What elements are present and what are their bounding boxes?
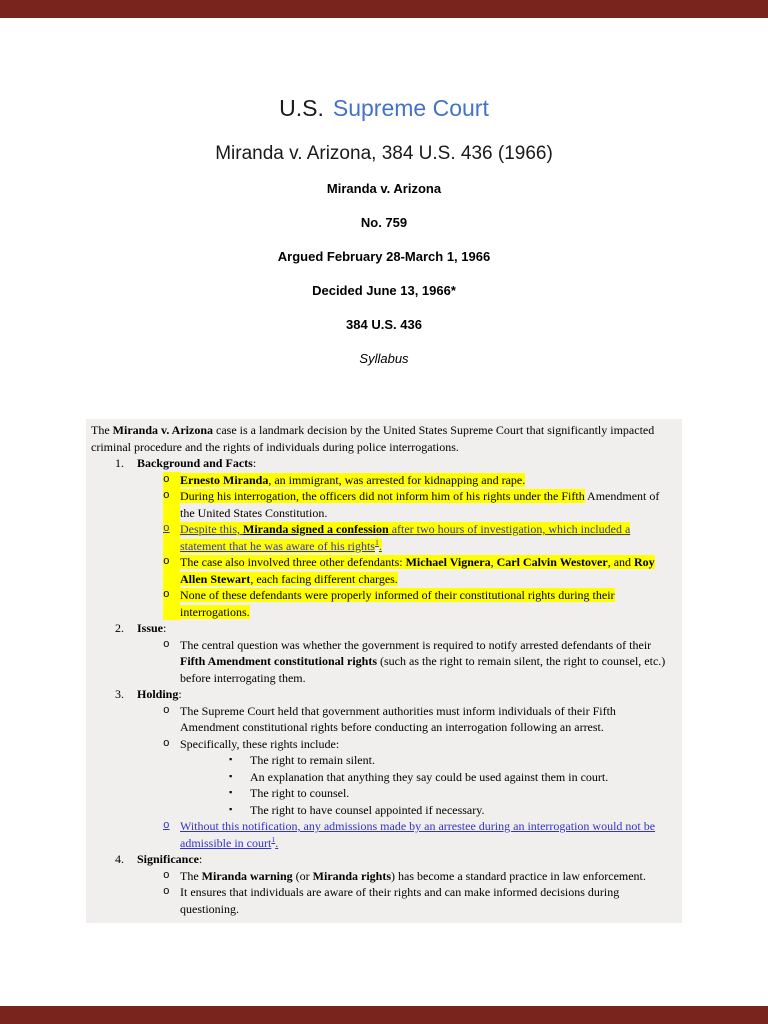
item-text (180, 818, 676, 851)
inline-link[interactable]: after two hours of investigation, which included a statement that he was aware of his rights (180, 522, 631, 553)
section-title: Issue (137, 621, 164, 635)
court-title (0, 94, 768, 122)
text-segment: , an immigrant, was arrested for kidnapping and rape. (268, 472, 526, 487)
case-title: Miranda v. Arizona, 384 U.S. 436 (1966) (215, 143, 553, 164)
text-segment: Fifth Amendment constitutional rights (180, 654, 378, 668)
text-segment: (such as the right to remain silent, the right to counsel, etc.) before interrogating them. (180, 654, 666, 685)
section-heading (86, 686, 676, 703)
inline-link[interactable]: 1 (271, 834, 276, 844)
section-title-suffix: : (252, 456, 257, 470)
text-segment: Amendment of the United States Constitution. (180, 489, 660, 520)
bullet-marker: ▪ (228, 804, 234, 815)
text-segment: Michael Vignera (405, 555, 491, 569)
document-page (0, 18, 768, 1006)
sub-list-item (86, 769, 676, 786)
list-item (86, 868, 676, 885)
item-text (250, 769, 676, 786)
bullet-marker: o (163, 737, 170, 750)
text-segment: Miranda warning (201, 868, 293, 883)
bullet-marker: o (163, 521, 180, 554)
item-text (180, 736, 676, 753)
list-item (86, 818, 676, 851)
item-text (180, 521, 676, 554)
bullet-marker: o (163, 704, 170, 717)
text-segment: , and (607, 555, 635, 569)
item-text (180, 472, 676, 489)
text-segment: None of these defendants were properly informed of their constitutional rights during their interrogations. (180, 588, 615, 619)
list-item (86, 521, 676, 554)
text-segment: The right to have counsel appointed if necessary. (250, 802, 485, 817)
syllabus-label: Syllabus (359, 351, 409, 366)
sub-list-item (86, 802, 676, 819)
viewer-top-bar (0, 0, 768, 18)
text-segment: Miranda signed a confession (243, 522, 389, 536)
text-segment: , each facing different charges. (250, 571, 398, 586)
text-segment: Roy Allen Stewart (180, 555, 655, 586)
list-item (86, 587, 676, 620)
item-text (250, 752, 676, 769)
viewer-bottom-bar (0, 1006, 768, 1024)
item-text (180, 488, 676, 521)
item-text (180, 554, 676, 587)
list-item (86, 736, 676, 753)
text-segment: During his interrogation, the officers did not inform him of his rights under the Fifth (180, 489, 585, 503)
list-item (86, 488, 676, 521)
bullet-marker: o (163, 587, 180, 620)
text-segment: The (180, 868, 202, 883)
bullet-marker: ▪ (228, 755, 234, 765)
text-segment: Ernesto Miranda (180, 472, 269, 487)
section-number: 1. (115, 456, 124, 470)
bullet-marker: o (163, 554, 180, 587)
item-text (180, 637, 676, 687)
text-segment: It ensures that individuals are aware of their rights and can make informed decisions during questioning. (180, 885, 620, 916)
text-segment: Carl Calvin Westover (496, 555, 608, 569)
item-text (250, 802, 676, 819)
text-segment: ) has become a standard practice in law enforcement. (391, 868, 646, 883)
intro-paragraph (86, 422, 676, 455)
bullet-marker: o (163, 886, 170, 898)
court-name-link[interactable]: Supreme Court (332, 95, 489, 121)
item-text (180, 884, 676, 917)
text-segment: , (490, 555, 497, 569)
bullet-marker: o (163, 472, 180, 489)
citation: 384 U.S. 436 (346, 317, 422, 332)
section-heading (86, 851, 676, 868)
text-segment: The right to counsel. (250, 786, 350, 800)
inline-link[interactable]: Despite this, (180, 522, 243, 536)
docket-number: No. 759 (360, 215, 408, 230)
decided-date: Decided June 13, 1966* (312, 283, 456, 298)
section-number: 2. (115, 621, 124, 635)
list-item (86, 637, 676, 687)
sub-list-item (86, 752, 676, 769)
inline-link[interactable]: 1 (374, 537, 379, 547)
bullet-marker: ▪ (228, 771, 234, 782)
inline-link[interactable]: . (275, 835, 279, 850)
inline-link[interactable]: . (378, 538, 382, 553)
text-segment: The central question was whether the government is required to notify arrested defendants of their (180, 637, 652, 652)
item-text (180, 703, 676, 736)
case-name: Miranda v. Arizona (326, 181, 442, 196)
section-title: Holding (137, 687, 179, 701)
outline-list (86, 455, 676, 917)
list-item (86, 703, 676, 736)
section-title-suffix: : (163, 621, 167, 635)
item-text (250, 785, 676, 802)
text-segment: An explanation that anything they say could be used against them in court. (250, 769, 609, 784)
section-title-suffix: : (199, 852, 203, 866)
section-title-suffix: : (178, 687, 182, 701)
section-number: 4. (115, 852, 124, 866)
list-item (86, 884, 676, 917)
text-segment: Miranda v. Arizona (112, 423, 213, 437)
section-number: 3. (115, 687, 124, 701)
text-segment: Miranda rights (312, 868, 392, 883)
list-item (86, 554, 676, 587)
text-segment: (or (292, 868, 313, 883)
argued-date: Argued February 28-March 1, 1966 (277, 249, 491, 264)
text-segment: Specifically, these rights include: (180, 736, 340, 751)
text-segment: case is a landmark decision by the United States Supreme Court that significantly impacted criminal procedure and the rights of individuals during police interrogations. (91, 423, 655, 454)
sub-list-item (86, 785, 676, 802)
bullet-marker: o (163, 869, 170, 882)
item-text (180, 587, 676, 620)
list-item (86, 472, 676, 489)
section-title: Significance (137, 852, 199, 866)
item-text (180, 868, 676, 885)
section-title: Background and Facts (137, 456, 253, 470)
bullet-marker: o (163, 488, 180, 521)
bullet-marker: o (163, 820, 170, 832)
text-segment: The right to remain silent. (250, 753, 375, 767)
inline-link[interactable]: Without this notification, any admissions made by an arrestee during an interrogation would not be admissible in court (180, 819, 656, 850)
case-summary-block (86, 419, 682, 923)
text-segment: The Supreme Court held that government authorities must inform individuals of their Fifth Amendment constitutional rights before conducting an interrogation following an arrest. (180, 703, 616, 734)
section-heading (86, 620, 676, 637)
text-segment: The (91, 423, 113, 437)
text-segment: The case also involved three other defendants: (180, 555, 406, 569)
section-heading (86, 455, 676, 472)
bullet-marker: ▪ (228, 788, 234, 798)
bullet-marker: o (163, 638, 170, 651)
court-prefix: U.S. (279, 95, 324, 121)
